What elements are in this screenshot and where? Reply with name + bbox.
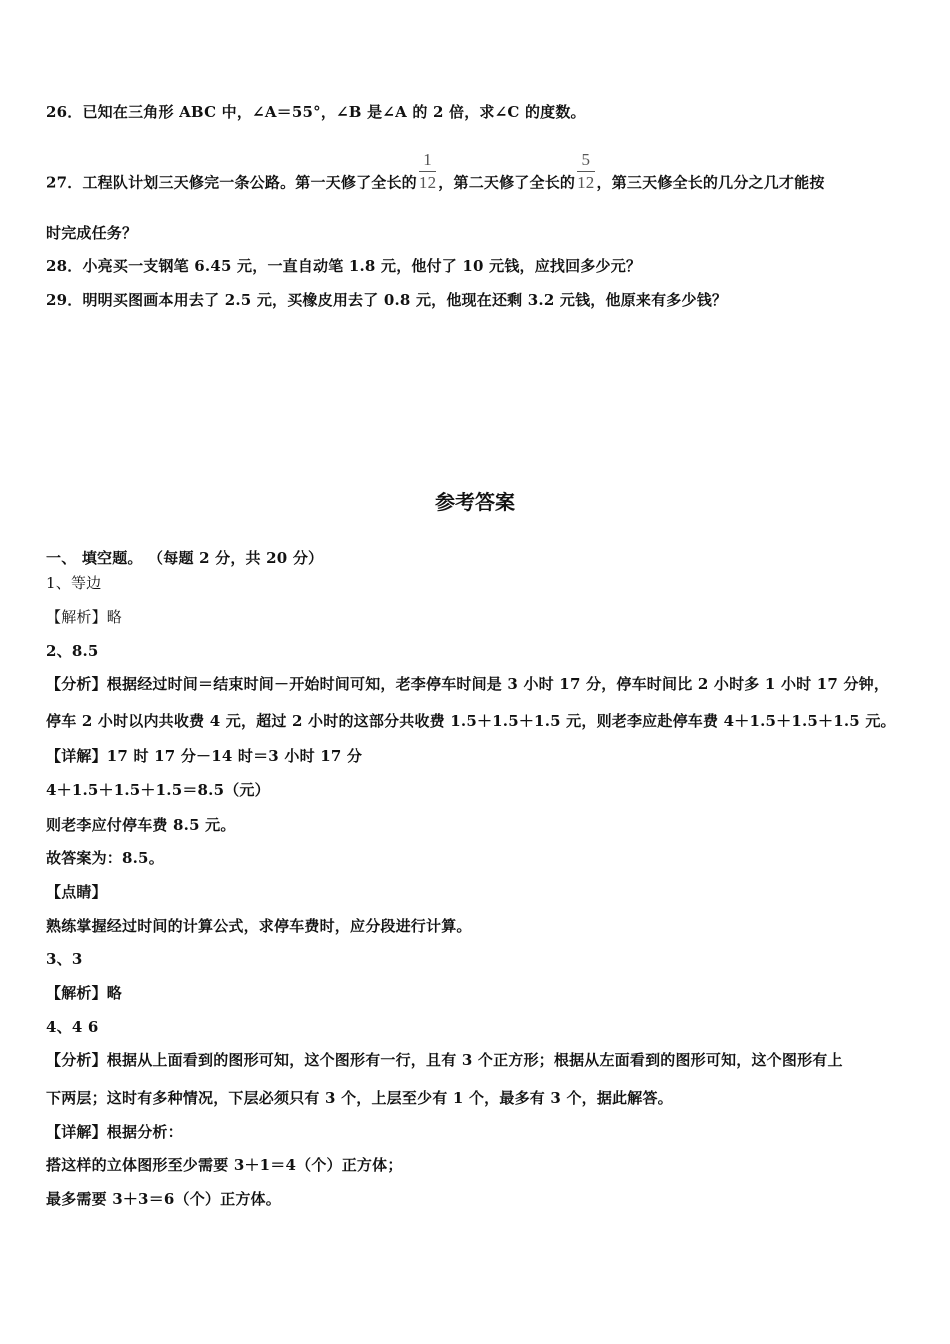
answer-2: 2、8.5 [46, 642, 99, 660]
answer-3: 3、3 [46, 950, 83, 968]
question-28: 28．小亮买一支钢笔 6.45 元，一直自动笔 1.8 元，他付了 10 元钱，应找回多少元？ [46, 257, 642, 275]
question-27-text-3: ，第三天修全长的几分之几才能按 [596, 173, 825, 192]
answer-4-analysis-1: 【分析】根据从上面看到的图形可知，这个图形有一行，且有 3 个正方形；根据从左面看到的图形可知，这个图形有上 [46, 1051, 843, 1069]
answer-2-analysis-2: 停车 2 小时以内共收费 4 元，超过 2 小时的这部分共收费 1.5＋1.5＋1.5 元，则老李应赴停车费 4＋1.5＋1.5＋1.5 元。 [46, 712, 896, 730]
answers-title: 参考答案 [435, 490, 515, 514]
answer-2-detail-2: 4＋1.5＋1.5＋1.5＝8.5（元） [46, 781, 270, 799]
answer-2-detail-1: 【详解】17 时 17 分－14 时＝3 小时 17 分 [46, 747, 363, 765]
fraction-numerator: 1 [419, 149, 436, 172]
answer-3-analysis: 【解析】略 [46, 984, 123, 1002]
question-27 [46, 150, 825, 206]
fraction-denominator: 12 [577, 173, 595, 192]
question-27-text-1: 27．工程队计划三天修完一条公路。第一天修了全长的 [46, 173, 417, 192]
answer-4-detail-2: 搭这样的立体图形至少需要 3＋1＝4（个）正方体； [46, 1156, 403, 1174]
answer-4-detail-1: 【详解】根据分析： [46, 1123, 183, 1141]
answer-4-analysis-2: 下两层；这时有多种情况，下层必须只有 3 个，上层至少有 1 个，最多有 3 个，据此解答。 [46, 1089, 673, 1107]
answer-4: 4、4 6 [46, 1018, 99, 1036]
fraction-5-12 [577, 149, 594, 194]
fraction-denominator: 12 [418, 173, 437, 192]
question-27-text-2: ，第二天修了全长的 [438, 173, 576, 192]
answer-2-detail-3: 则老李应付停车费 8.5 元。 [46, 816, 236, 834]
answer-1-analysis: 【解析】略 [46, 608, 123, 626]
fraction-numerator: 5 [577, 149, 594, 172]
answer-1: 1、等边 [46, 574, 102, 592]
answer-2-comment-heading: 【点睛】 [46, 883, 107, 901]
fraction-1-12 [419, 149, 436, 194]
answer-2-analysis-1: 【分析】根据经过时间＝结束时间－开始时间可知，老李停车时间是 3 小时 17 分，停车时间比 2 小时多 1 小时 17 分钟， [46, 675, 890, 693]
question-26: 26．已知在三角形 ABC 中，∠A＝55°，∠B 是∠A 的 2 倍，求∠C 的度数。 [46, 103, 586, 121]
answer-2-comment: 熟练掌握经过时间的计算公式，求停车费时，应分段进行计算。 [46, 917, 472, 935]
question-27-continued: 时完成任务？ [46, 224, 138, 242]
question-29: 29．明明买图画本用去了 2.5 元，买橡皮用去了 0.8 元，他现在还剩 3.2 元钱，他原来有多少钱？ [46, 291, 728, 309]
answer-4-detail-3: 最多需要 3＋3＝6（个）正方体。 [46, 1190, 281, 1208]
section-heading: 一、 填空题。 （每题 2 分，共 20 分） [46, 549, 324, 567]
answer-2-detail-4: 故答案为：8.5。 [46, 849, 164, 867]
